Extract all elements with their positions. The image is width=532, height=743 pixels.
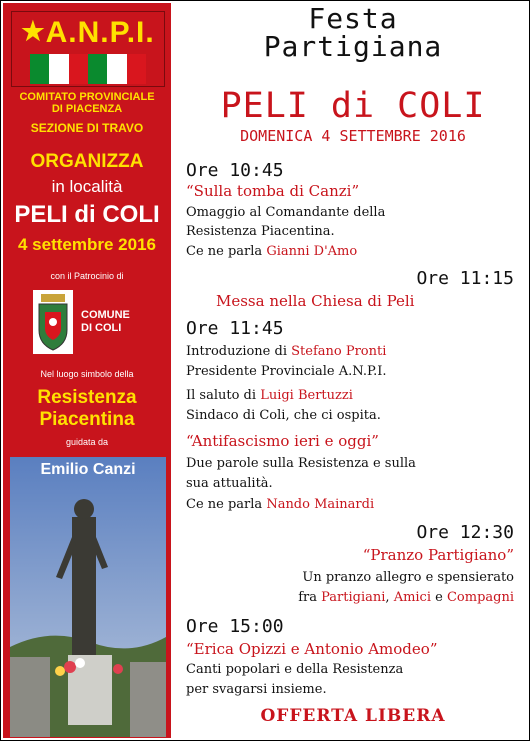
offerta-libera: OFFERTA LIBERA — [260, 706, 446, 726]
comune: COMUNE DI COLI — [81, 309, 130, 334]
event-text: Canti popolari e della Resistenza — [186, 662, 404, 677]
patrocinio: con il Patrocinio di — [50, 271, 124, 281]
date-left: 4 settembre 2016 — [18, 235, 156, 254]
time-2: Ore 11:15 — [416, 268, 514, 289]
event-title-3: “Antifascismo ieri e oggi” — [186, 432, 379, 450]
speaker-name: Nando Mainardi — [266, 497, 375, 512]
event-title-4: “Pranzo Partigiano” — [362, 546, 514, 564]
speaker-name: Gianni D'Amo — [266, 244, 358, 259]
speaker-name: Luigi Bertuzzi — [260, 388, 353, 403]
event-text: Presidente Provinciale A.N.P.I. — [186, 364, 387, 379]
star-icon: ★ — [21, 16, 46, 46]
anpi-logo — [11, 11, 165, 87]
event-text: Resistenza Piacentina. — [186, 224, 335, 239]
event-date: DOMENICA 4 SETTEMBRE 2016 — [240, 127, 466, 145]
event-text: Un pranzo allegro e spensierato — [302, 570, 514, 585]
place-left: PELI di COLI — [14, 201, 160, 228]
organizza: ORGANIZZA — [30, 151, 144, 172]
event-text: Sindaco di Coli, che ci ospita. — [186, 408, 381, 423]
monument-photo — [10, 457, 166, 737]
photo-title: Emilio Canzi — [40, 461, 136, 478]
event-text: Ce ne parla Gianni D'Amo — [186, 244, 358, 259]
time-5: Ore 15:00 — [186, 616, 284, 637]
event-title-1: “Sulla tomba di Canzi” — [186, 182, 360, 200]
event-text: Due parole sulla Resistenza e sulla — [186, 456, 416, 471]
flag-icon — [30, 54, 146, 84]
coat-of-arms-icon — [33, 290, 73, 354]
left-panel — [3, 3, 171, 738]
event-text: sua attualità. — [186, 476, 273, 491]
event-text: fra Partigiani, Amici e Compagni — [298, 590, 514, 605]
event-text: Omaggio al Comandante della — [186, 205, 386, 220]
event-text: Il saluto di Luigi Bertuzzi — [186, 388, 353, 403]
resistenza: Resistenza Piacentina — [37, 387, 137, 430]
statue-image — [10, 457, 166, 737]
event-text: Introduzione di Stefano Pronti — [186, 344, 387, 359]
sezione: SEZIONE DI TRAVO — [30, 121, 144, 135]
event-title-5: “Erica Opizzi e Antonio Amodeo” — [186, 640, 438, 658]
logo-text: A.N.P.I. — [45, 16, 155, 49]
place-title: PELI di COLI — [220, 86, 486, 126]
event-text: per svagarsi insieme. — [186, 682, 327, 697]
event-text: Ce ne parla Nando Mainardi — [186, 497, 375, 512]
right-panel — [176, 0, 530, 741]
luogo: Nel luogo simbolo della — [40, 369, 134, 379]
event-title-2: Messa nella Chiesa di Peli — [216, 292, 415, 310]
time-3: Ore 11:45 — [186, 318, 284, 339]
festa-title: Festa Partigiana — [263, 2, 443, 63]
time-4: Ore 12:30 — [416, 522, 514, 543]
comitato: COMITATO PROVINCIALE DI PIACENZA — [19, 91, 155, 115]
time-1: Ore 10:45 — [186, 160, 284, 181]
speaker-name: Stefano Pronti — [291, 344, 387, 359]
localita: in località — [51, 177, 123, 196]
guidata: guidata da — [65, 437, 109, 447]
